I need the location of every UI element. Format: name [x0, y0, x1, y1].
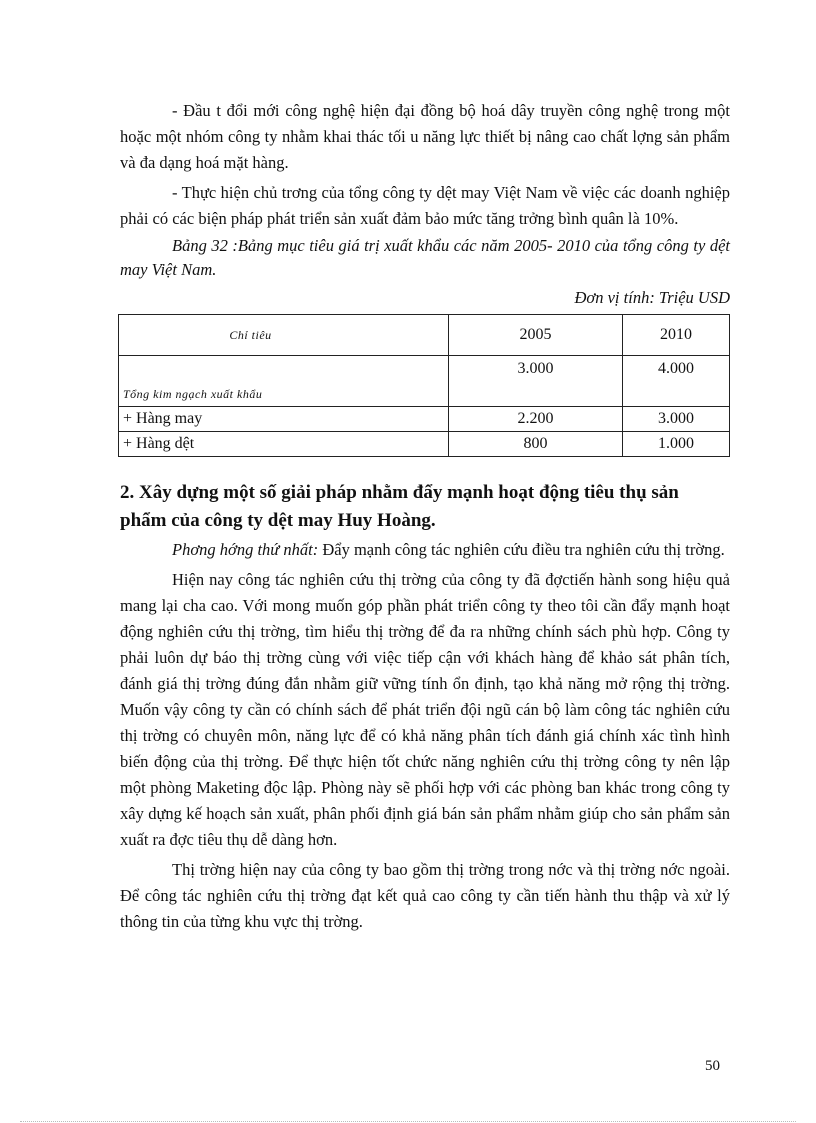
- section-heading: 2. Xây dựng một số giải pháp nhằm đẩy mạnh hoạt động tiêu thụ sản phẩm của công ty dệt may Huy Hoàng.: [120, 482, 679, 531]
- direction-text: Đẩy mạnh công tác nghiên cứu điều tra nghiên cứu thị trờng.: [318, 540, 725, 559]
- page-content: [120, 98, 730, 935]
- table-row: [119, 356, 730, 407]
- table-unit: Đơn vị tính: Triệu USD: [574, 288, 730, 307]
- table-row: [119, 407, 730, 432]
- table-row: [119, 432, 730, 457]
- row-value-2005: 800: [449, 432, 623, 457]
- body-paragraph-markets: Thị trờng hiện nay của công ty bao gồm thị trờng trong nớc và thị trờng nớc ngoài. Để công tác nghiên cứu thị trờng đạt kết quả cao công ty cần tiến hành thu thập và xử lý thông tin của từng khu vực thị trờng.: [120, 860, 730, 931]
- header-indicator: Chỉ tiêu: [119, 315, 449, 356]
- body-paragraph-research: Hiện nay công tác nghiên cứu thị trờng của công ty đã đợctiến hành song hiệu quả mang lại cha cao. Với mong muốn góp phần phát triển công ty theo tôi cần đẩy mạnh hoạt động nghiên cứu thị trờng, tìm hiểu thị trờng để đa ra những chính sách phù hợp. Công ty phải luôn dự báo thị trờng cùng với việc tiếp cận với khách hàng để khảo sát phân tích, đánh giá thị trờng đúng đắn nhằm giữ vững tính ổn định, tạo khả năng mở rộng thị trờng. Muốn vậy công ty cần có chính sách để phát triển đội ngũ cán bộ làm công tác nghiên cứu thị trờng có chuyên môn, năng lực để có khả năng phân tích đánh giá chính xác tình hình biến động của thị trờng. Để thực hiện tốt chức năng nghiên cứu thị trờng công ty nên lập một phòng Maketing độc lập. Phòng này sẽ phối hợp với các phòng ban khác trong công ty xây dựng kế hoạch sản xuất, phân phối định giá bán sản phẩm nhằm giúp cho sản phẩm sản xuất ra đợc tiêu thụ dễ dàng hơn.: [120, 570, 730, 849]
- table-caption: Bảng 32 :Bảng mục tiêu giá trị xuất khẩu các năm 2005- 2010 của tổng công ty dệt may Việt Nam.: [120, 236, 730, 279]
- page-number: 50: [705, 1058, 720, 1074]
- row-value-2005: 2.200: [449, 407, 623, 432]
- row-label: + Hàng dệt: [119, 432, 449, 457]
- footer-divider: [20, 1121, 796, 1122]
- direction-paragraph: [120, 537, 730, 563]
- bullet-paragraph-policy: - Thực hiện chủ trơng của tổng công ty dệt may Việt Nam về việc các doanh nghiệp phải có các biện pháp phát triển sản xuất đảm bảo mức tăng trởng bình quân là 10%.: [120, 183, 730, 228]
- row-value-2010: 3.000: [623, 407, 730, 432]
- export-target-table: [118, 314, 730, 457]
- row-value-2005: 3.000: [449, 356, 623, 407]
- header-2005: 2005: [449, 315, 623, 356]
- row-value-2010: 1.000: [623, 432, 730, 457]
- header-2010: 2010: [623, 315, 730, 356]
- bullet-paragraph-investment: - Đầu t đổi mới công nghệ hiện đại đồng bộ hoá dây truyền công nghệ trong một hoặc một nhóm công ty nhằm khai thác tối u năng lực thiết bị nâng cao chất lợng sản phẩm và đa dạng hoá mặt hàng.: [120, 101, 730, 172]
- row-label: + Hàng may: [119, 407, 449, 432]
- row-value-2010: 4.000: [623, 356, 730, 407]
- row-label: Tổng kim ngạch xuất khẩu: [119, 356, 449, 407]
- table-header-row: [119, 315, 730, 356]
- direction-label: Phơng hớng thứ nhất:: [172, 540, 319, 559]
